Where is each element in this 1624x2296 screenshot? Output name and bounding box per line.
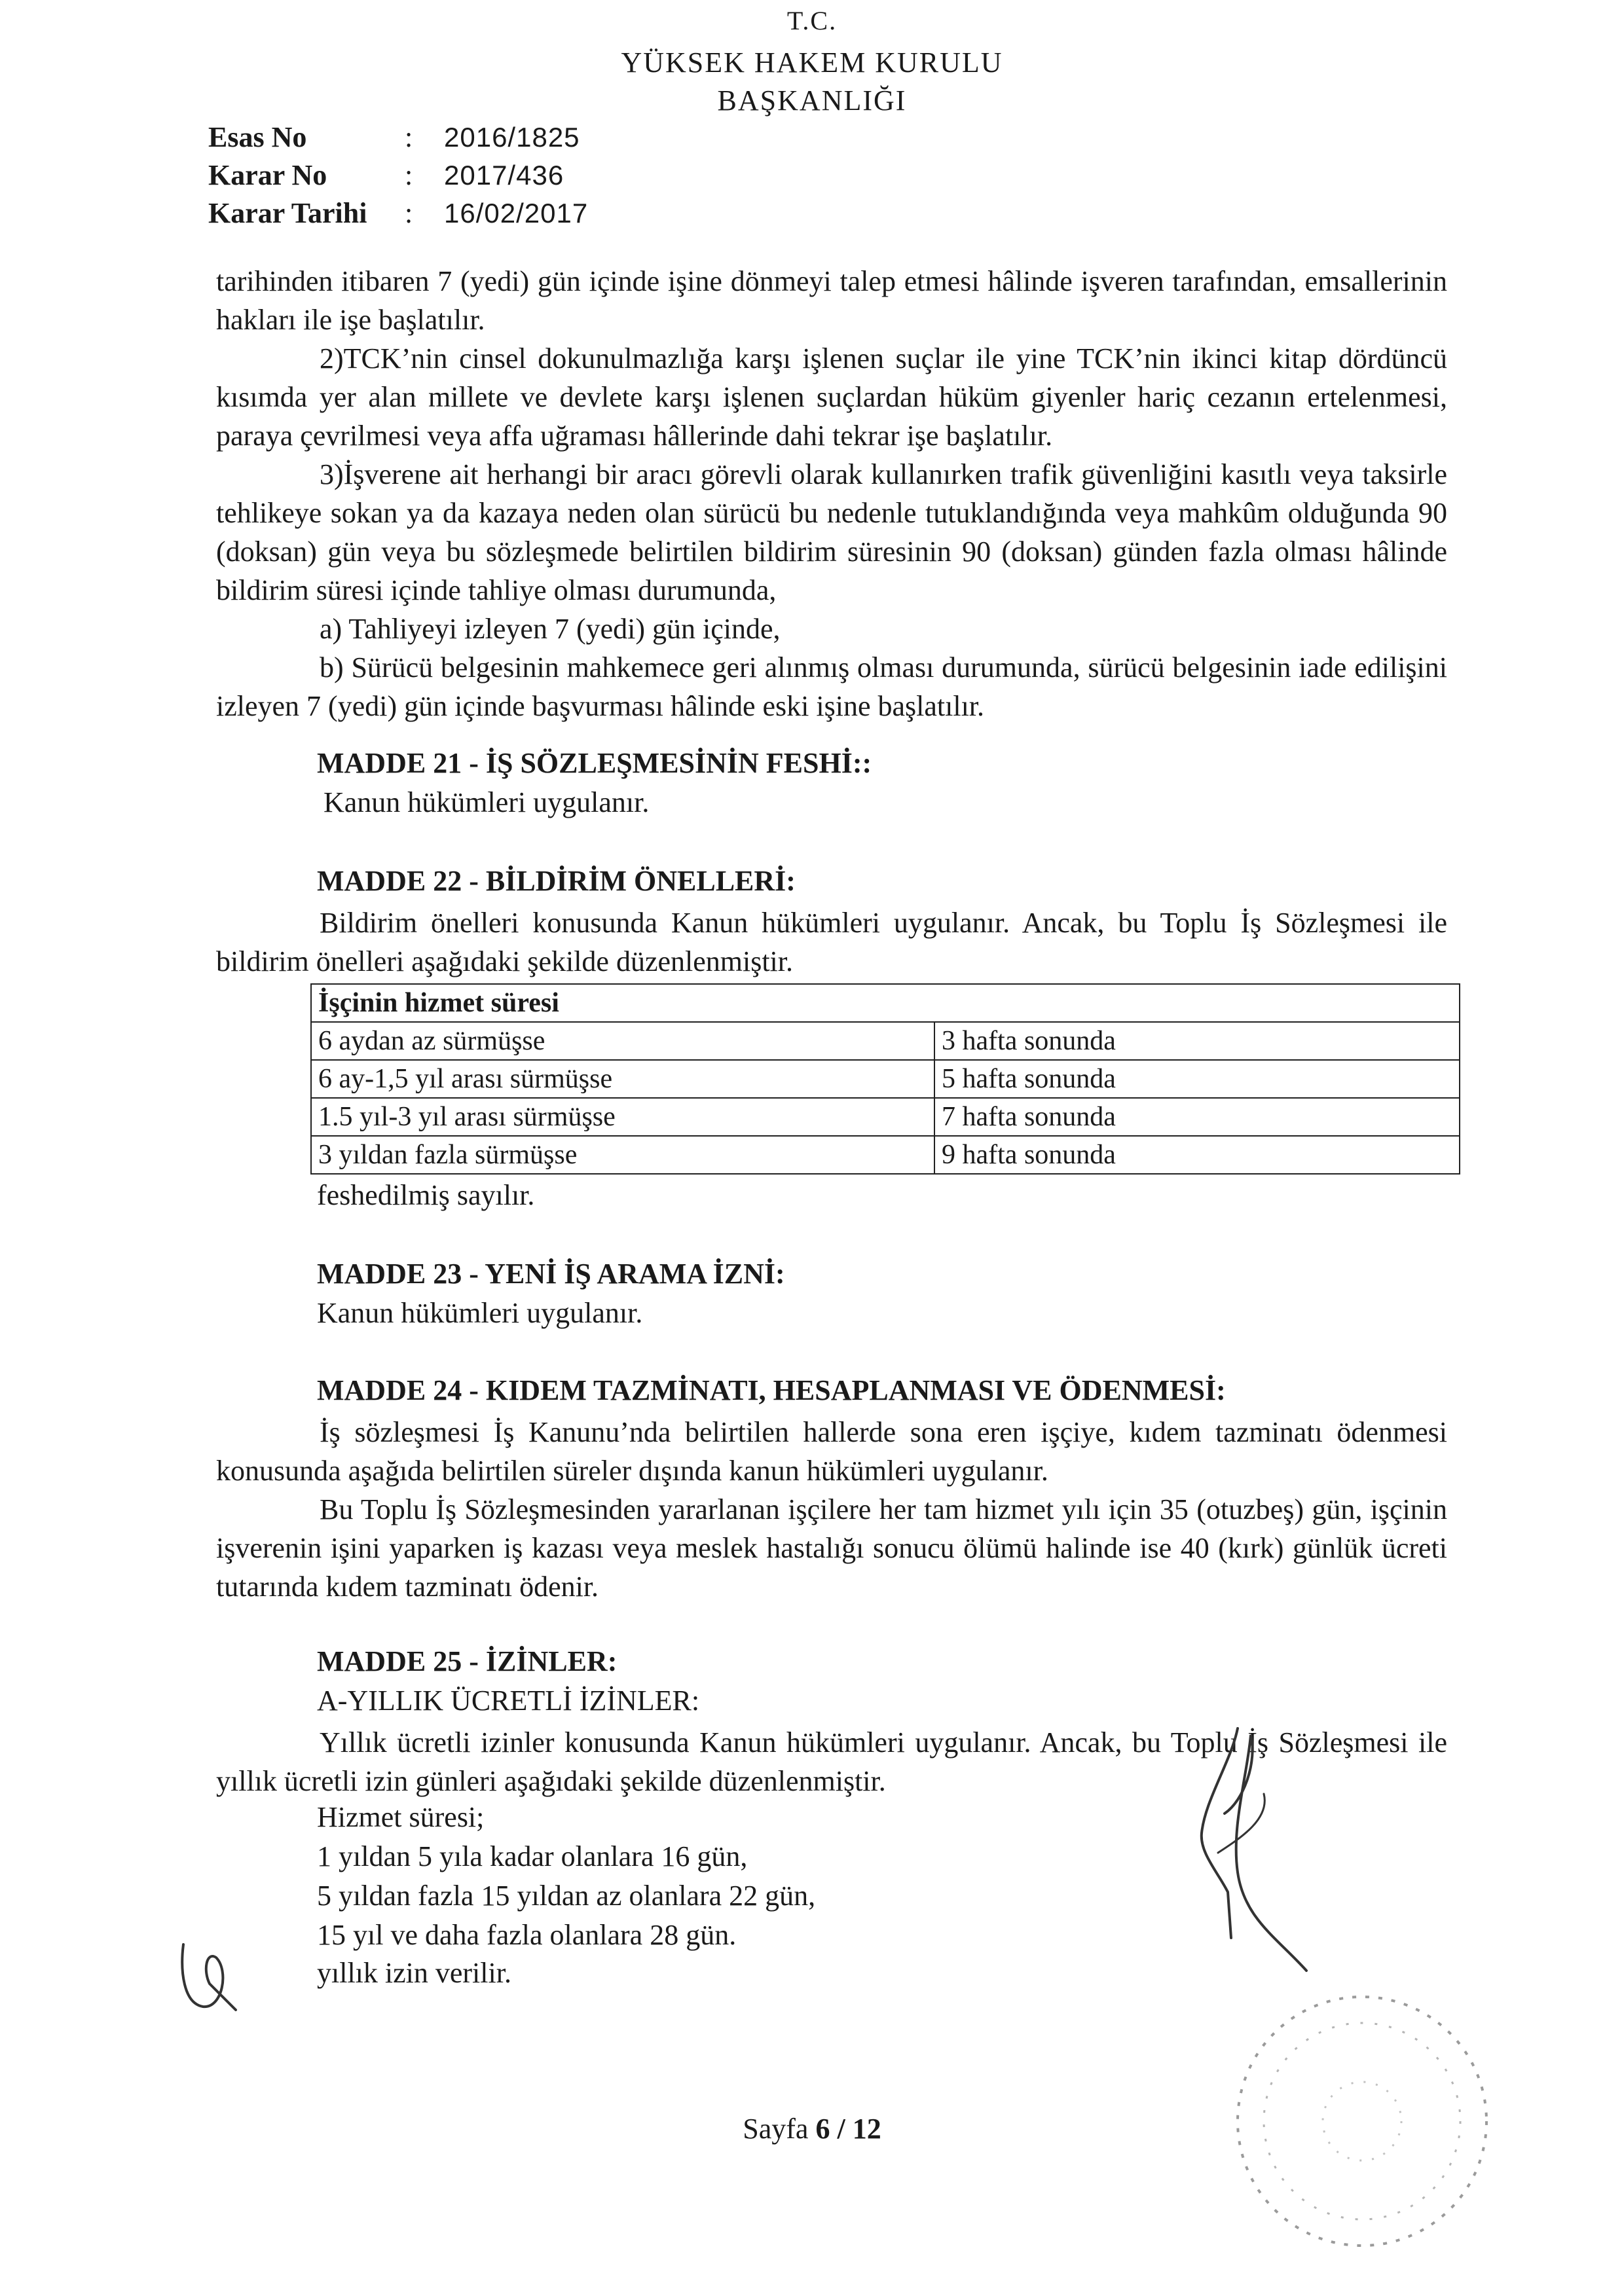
m24-paragraph-2: Bu Toplu İş Sözleşmesinden yararlanan işçilere her tam hizmet yılı için 35 (otuzbeş) gün, işçinin işverenin işini yaparken iş kazası veya meslek hastalığı sonucu ölümü halinde ise 40 (kırk) günlük ücreti tutarında kıdem tazminatı ödenir. [216, 1493, 1447, 1603]
m24-paragraph-1: İş sözleşmesi İş Kanunu’nda belirtilen hallerde sona eren işçiye, kıdem tazminatı ödenmesi konusunda aşağıda belirtilen süreler dışında kanun hükümleri uygulanır. [216, 1416, 1447, 1487]
table-row [311, 1022, 1460, 1060]
intro-paragraph-3: 3)İşverene ait herhangi bir aracı görevli olarak kullanırken trafik güvenliğini kasıtlı veya taksirle tehlikeye sokan ya da kazaya neden olan sürücü bu nedenle tutuklandığında veya mahkûm olduğunda 90 (doksan) gün veya bu sözleşmede belirtilen bildirim süresinin 90 (doksan) günden fazla olması hâlinde bildirim süresi içinde tahliye olması durumunda, [216, 458, 1447, 606]
meta-value: 2017/436 [444, 160, 564, 191]
page-total: 12 [852, 2113, 881, 2145]
meta-value: 16/02/2017 [444, 198, 589, 228]
handwritten-initial [170, 1931, 262, 2023]
m22-title: MADDE 22 - BİLDİRİM ÖNELLERİ: [317, 865, 796, 897]
intro-item-b: b) Sürücü belgesinin mahkemece geri alınmış olması durumunda, sürücü belgesinin iade edilişini izleyen 7 (yedi) gün içinde başvurması hâlinde eski işine başlatılır. [216, 651, 1447, 722]
meta-esas-no [208, 118, 580, 157]
meta-label: Karar Tarihi [208, 197, 367, 229]
m25-item: 1 yıldan 5 yıla kadar olanlara 16 gün, [317, 1840, 748, 1872]
header-tc: T.C. [786, 6, 838, 35]
intro-item-a: a) Tahliyeyi izleyen 7 (yedi) gün içinde, [320, 613, 781, 645]
m22-text [216, 903, 1447, 981]
page-prefix: Sayfa [743, 2113, 809, 2145]
intro-paragraph-2: 2)TCK’nin cinsel dokunulmazlığa karşı işlenen suçlar ile yine TCK’nin ikinci kitap dördüncü kısımda yer alan millete ve devlete karşı işlenen suçlardan hüküm giyenler hariç cezanın ertelenmesi, paraya çevrilmesi veya affa uğraması hâllerinde dahi tekrar işe başlatılır. [216, 342, 1447, 452]
table-cell-period: 6 ay-1,5 yıl arası sürmüşse [311, 1060, 934, 1098]
meta-karar-tarihi [208, 194, 588, 233]
signature [1166, 1722, 1323, 1997]
page-number [0, 2112, 1624, 2145]
m25-item: 5 yıldan fazla 15 yıldan az olanlara 22 gün, [317, 1880, 816, 1912]
m25-paragraph: Yıllık ücretli izinler konusunda Kanun hükümleri uygulanır. Ancak, bu Toplu İş Sözleşmesi ile yıllık ücretli izin günleri aşağıdaki şekilde düzenlenmiştir. [216, 1726, 1447, 1797]
meta-karar-no [208, 156, 564, 195]
meta-colon: : [405, 159, 413, 191]
m24-block [216, 1413, 1447, 1606]
m21-text: Kanun hükümleri uygulanır. [323, 786, 650, 818]
table-row [311, 1136, 1460, 1174]
table-cell-period: 3 yıldan fazla sürmüşse [311, 1136, 934, 1174]
m21-title: MADDE 21 - İŞ SÖZLEŞMESİNİN FESHİ:: [317, 747, 872, 779]
table-header-row [311, 984, 1460, 1022]
meta-label: Esas No [208, 121, 307, 153]
header-institution: YÜKSEK HAKEM KURULU [621, 46, 1003, 79]
table-row [311, 1098, 1460, 1136]
m24-title: MADDE 24 - KIDEM TAZMİNATI, HESAPLANMASI VE ÖDENMESİ: [317, 1374, 1226, 1406]
meta-label: Karar No [208, 159, 327, 191]
table-cell-period: 6 aydan az sürmüşse [311, 1022, 934, 1060]
table-cell-notice: 5 hafta sonunda [934, 1060, 1460, 1098]
m23-text: Kanun hükümleri uygulanır. [317, 1297, 643, 1329]
intro-block [216, 262, 1447, 725]
notice-period-table [310, 983, 1460, 1175]
table-cell-notice: 9 hafta sonunda [934, 1136, 1460, 1174]
header-office: BAŞKANLIĞI [717, 84, 907, 117]
page-current: 6 [815, 2113, 830, 2145]
intro-paragraph-1: tarihinden itibaren 7 (yedi) gün içinde işine dönmeyi talep etmesi hâlinde işveren tarafından, emsallerinin hakları ile işe başlatılır. [216, 265, 1447, 336]
meta-colon: : [405, 197, 413, 229]
meta-colon: : [405, 121, 413, 153]
m25-closing: yıllık izin verilir. [317, 1957, 511, 1989]
m25-item: 15 yıl ve daha fazla olanlara 28 gün. [317, 1919, 737, 1951]
m23-title: MADDE 23 - YENİ İŞ ARAMA İZNİ: [317, 1258, 785, 1290]
table-cell-period: 1.5 yıl-3 yıl arası sürmüşse [311, 1098, 934, 1136]
table-cell-notice: 7 hafta sonunda [934, 1098, 1460, 1136]
page-separator: / [837, 2113, 845, 2145]
m25-subtitle: A-YILLIK ÜCRETLİ İZİNLER: [317, 1685, 700, 1717]
table-cell-notice: 3 hafta sonunda [934, 1022, 1460, 1060]
table-row [311, 1060, 1460, 1098]
m22-after-text: feshedilmiş sayılır. [317, 1179, 535, 1211]
m25-title: MADDE 25 - İZİNLER: [317, 1645, 618, 1677]
table-header-cell: İşçinin hizmet süresi [311, 984, 1460, 1022]
meta-value: 2016/1825 [444, 122, 580, 153]
m22-paragraph: Bildirim önelleri konusunda Kanun hükümleri uygulanır. Ancak, bu Toplu İş Sözleşmesi ile bildirim önelleri aşağıdaki şekilde düzenlenmiştir. [216, 907, 1447, 977]
m25-service-label: Hizmet süresi; [317, 1801, 485, 1833]
